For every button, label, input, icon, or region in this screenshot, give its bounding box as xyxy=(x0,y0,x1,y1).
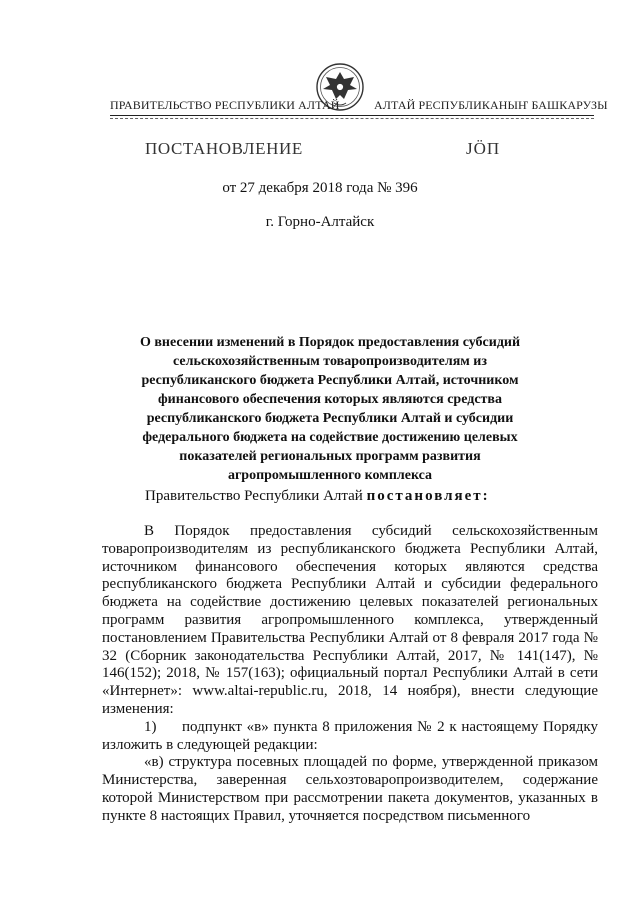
document-city: г. Горно-Алтайск xyxy=(265,214,375,230)
body-paragraph-3: «в) структура посевных площадей по форме, утвержденной приказом Министерства, заверенная сельхозтоваропроизводителем, содержание которой Министерством при рассмотрении пакета документов, указанных в пункте 8 настоящих Правил, уточняется посредством письменного xyxy=(102,754,598,824)
org-name-altai: АЛТАЙ РЕСПУБЛИКАНЫҤ БАШКАРУЗЫ xyxy=(374,98,608,112)
doc-type-russian: ПОСТАНОВЛЕНИЕ xyxy=(145,139,303,158)
list-item-number: 1) xyxy=(144,718,157,735)
org-name-russian: ПРАВИТЕЛЬСТВО РЕСПУБЛИКИ АЛТАЙ xyxy=(110,98,340,112)
list-item xyxy=(102,719,598,755)
body-paragraph-1: В Порядок предоставления субсидий сельскохозяйственным товаропроизводителям из республиканского бюджета Республики Алтай, источником финансового обеспечения которых являются средства республиканского бюджета Республики Алтай и субсидии федерального бюджета на содействие достижению целевых показателей региональных программ развития агропромышленного комплекса, утвержденный постановлением Правительства Республики Алтай от 8 февраля 2017 года № 32 (Сборник законодательства Республики Алтай, 2017, № 141(147), № 146(152); 2018, № 157(163); официальный портал Республики Алтай в сети «Интернет»: www.altai-republic.ru, 2018, 14 ноября), внести следующие изменения: xyxy=(102,523,598,717)
header-rule xyxy=(110,115,594,116)
header-rule-dashed xyxy=(110,118,594,119)
decree-lead: Правительство Республики Алтай xyxy=(145,488,363,504)
document-title: О внесении изменений в Порядок предоставления субсидий сельскохозяйственным товаропроизводителям из республиканского бюджета Республики Алтай, источником финансового обеспечения которых являются средства республиканского бюджета Республики Алтай и субсидии федерального бюджета на содействие достижению целевых показателей региональных программ развития агропромышленного комплекса xyxy=(139,335,521,483)
document-date-number: от 27 декабря 2018 года № 396 xyxy=(222,180,418,196)
document-body xyxy=(102,523,598,826)
decree-verb: постановляет: xyxy=(366,488,490,504)
decree-line xyxy=(145,488,490,505)
doc-type-altai: ЈӦП xyxy=(466,139,501,158)
list-item-text: подпункт «в» пункта 8 приложения № 2 к настоящему Порядку изложить в следующей редакции: xyxy=(102,718,598,753)
